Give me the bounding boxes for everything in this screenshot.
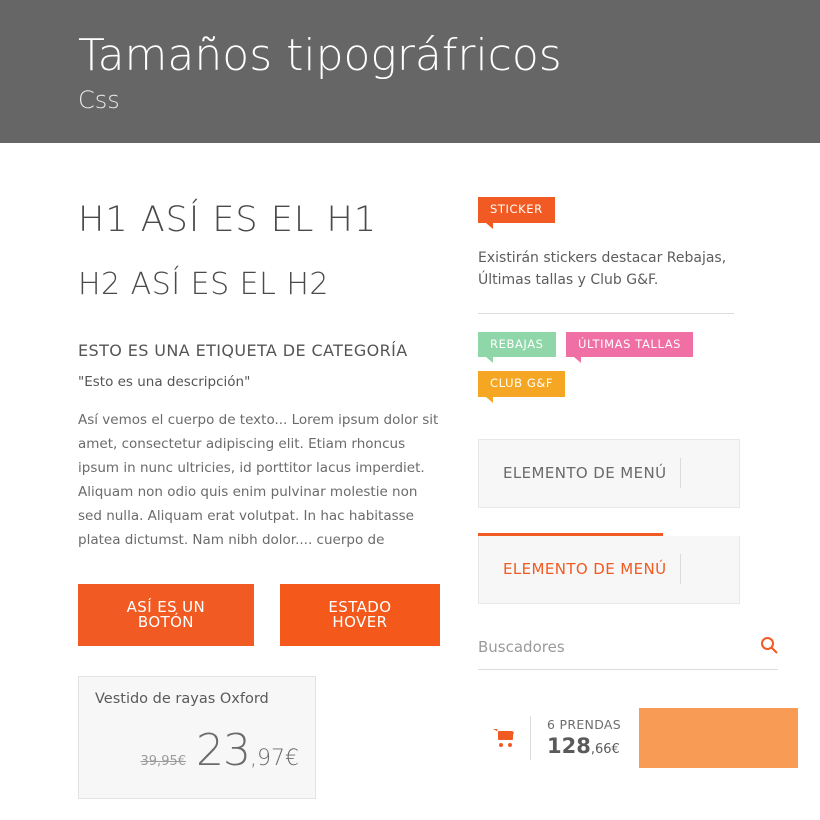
search-bar[interactable]	[478, 636, 778, 670]
page-subtitle: Css	[78, 86, 120, 114]
page-title: Tamaños tipográfricos	[78, 30, 562, 81]
product-card[interactable]	[78, 676, 316, 799]
body-paragraph: Así vemos el cuerpo de texto... Lorem ipsum dolor sit amet, consectetur adipiscing elit. Etiam rhoncus ipsum in nunc ultricies, id porttitor lacus imperdiet. Aliquam non odio quis enim pulvinar molestie non sed nulla. Aliquam erat volutpat. In hac habitasse platea dictumst. Nam nibh dolor.... cuerpo de	[78, 412, 439, 548]
description-text: "Esto es una descripción"	[78, 374, 251, 390]
tag-club-gf: CLUB G&F	[478, 371, 565, 397]
heading-h1-sample: H1 ASÍ ES EL H1	[78, 200, 378, 240]
product-new-price	[196, 725, 299, 776]
tag-rebajas: REBAJAS	[478, 332, 556, 358]
product-price-integer: 23	[196, 725, 251, 776]
search-icon[interactable]	[760, 636, 778, 659]
sticker-description: Existirán stickers destacar Rebajas, Últimas tallas y Club G&F.	[478, 249, 727, 288]
cart-item-count: 6 PRENDAS	[547, 717, 621, 732]
primary-button[interactable]: ASÍ ES UN BOTÓN	[78, 584, 254, 646]
menu-item-box[interactable]	[478, 439, 740, 508]
product-old-price: 39,95€	[140, 754, 187, 769]
main-content	[0, 143, 820, 799]
page-header	[0, 0, 820, 143]
divider	[478, 313, 734, 314]
cart-total	[547, 734, 621, 758]
cart-cta-button[interactable]	[639, 708, 798, 768]
menu-item-label-active: ELEMENTO DE MENÚ	[503, 560, 681, 578]
cart-bar[interactable]	[478, 708, 798, 768]
right-column	[440, 143, 820, 799]
product-name: Vestido de rayas Oxford	[95, 691, 269, 707]
left-column	[0, 143, 440, 799]
category-label: ESTO ES UNA ETIQUETA DE CATEGORÍA	[78, 341, 408, 360]
cart-total-decimal: ,66€	[590, 742, 620, 757]
button-row	[78, 584, 440, 646]
product-price-decimal: ,97€	[250, 746, 299, 771]
search-input[interactable]	[478, 636, 760, 658]
tag-group	[478, 332, 768, 411]
tag-ultimas-tallas: ÚLTIMAS TALLAS	[566, 332, 693, 358]
menu-item-box-active[interactable]	[478, 536, 740, 604]
hover-state-button[interactable]: ESTADO HOVER	[280, 584, 440, 646]
cart-icon[interactable]	[478, 708, 530, 768]
heading-h2-sample: H2 ASÍ ES EL H2	[78, 267, 330, 302]
cart-info	[531, 708, 621, 768]
menu-item-label: ELEMENTO DE MENÚ	[503, 464, 681, 482]
product-price	[95, 725, 299, 776]
cart-total-integer: 128	[547, 734, 591, 758]
sticker-tag: STICKER	[478, 197, 555, 223]
